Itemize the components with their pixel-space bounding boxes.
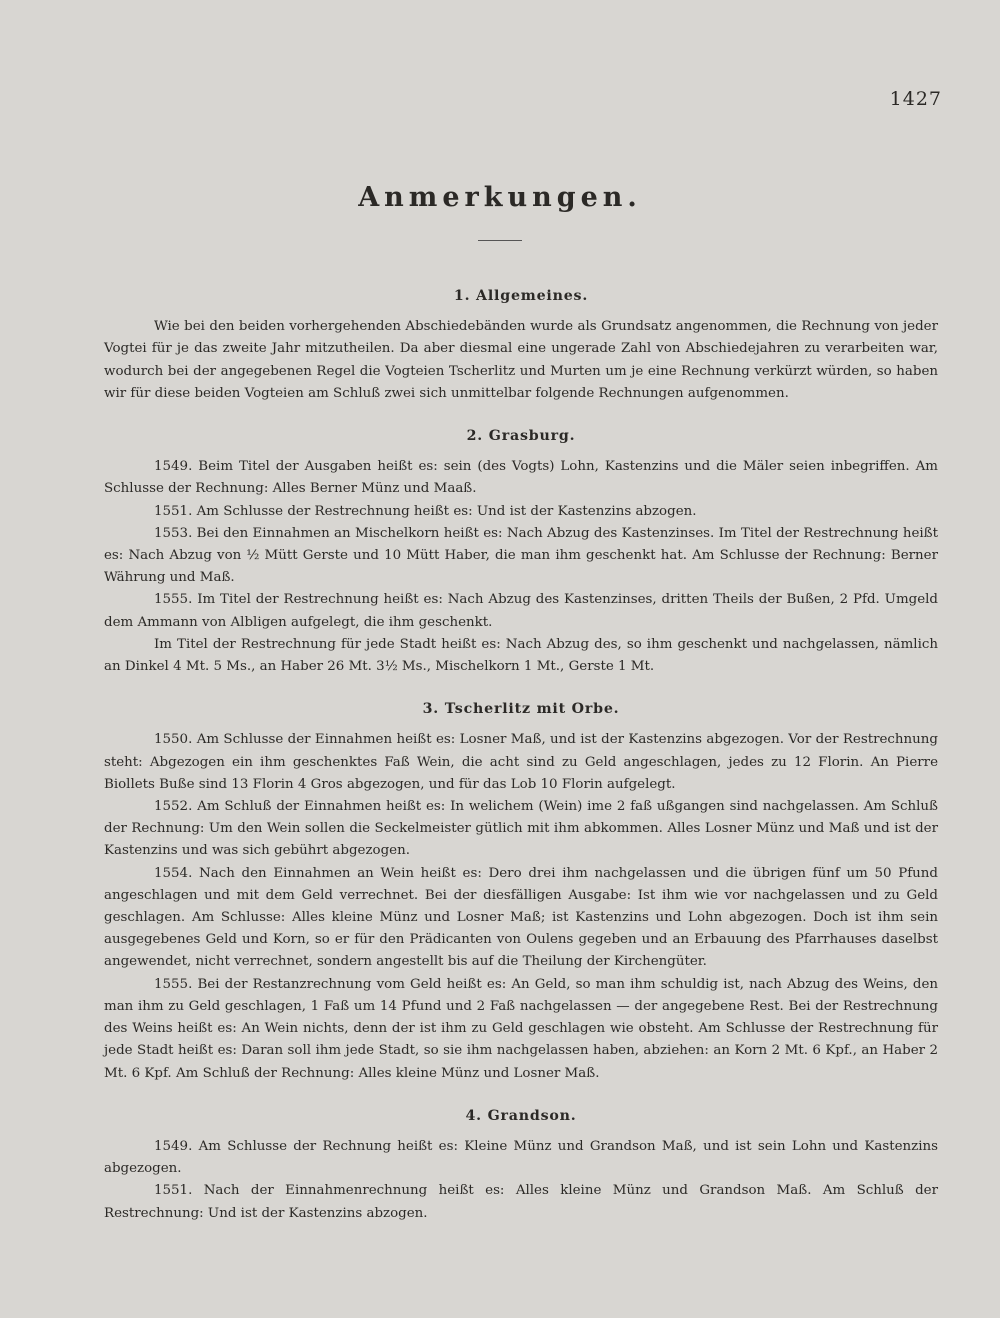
- title-divider: [478, 240, 522, 241]
- section-heading: 1. Allgemeines.: [453, 288, 589, 304]
- section-heading: 3. Tscherlitz mit Orbe.: [422, 701, 620, 718]
- document-body: [104, 285, 938, 1225]
- paragraph: 1555. Im Titel der Restrechnung heißt es: Nach Abzug des Kastenzinses, dritten Theils der Bußen, 2 Pfd. Umgeld dem Ammann von Albligen aufgelegt, die ihm geschenkt.: [104, 592, 938, 630]
- paragraph: Wie bei den beiden vorhergehenden Abschiedebänden wurde als Grundsatz angenommen, die Rechnung von jeder Vogtei für je das zweite Jahr mitzutheilen. Da aber diesmal eine ungerade Zahl von Abschiedejahren zu verarbeiten war, wodurch bei der angegebenen Regel die Vogteien Tscherlitz und Murten um je eine Rechnung verkürzt würden, so haben wir für diese beiden Vogteien am Schluß zwei sich unmittelbar folgende Rechnungen aufgenommen.: [104, 319, 938, 401]
- page-title: Anmerkungen.: [358, 182, 642, 213]
- paragraph: 1552. Am Schluß der Einnahmen heißt es: In welichem (Wein) ime 2 faß ußgangen sind nachgelassen. Am Schluß der Rechnung: Um den Wein sollen die Seckelmeister gütlich mit ihm abkommen. Alles Losner Münz und Maß und ist der Kastenzins und was sich gebührt abgezogen.: [104, 799, 938, 859]
- section-heading: 4. Grandson.: [465, 1107, 577, 1124]
- paragraph: 1549. Am Schlusse der Rechnung heißt es: Kleine Münz und Grandson Maß, und ist sein Lohn und Kastenzins abgezogen.: [104, 1138, 938, 1177]
- paragraph: 1555. Bei der Restanzrechnung vom Geld heißt es: An Geld, so man ihm schuldig ist, nach Abzug des Weins, den man ihm zu Geld geschlagen, 1 Faß um 14 Pfund und 2 Faß nachgelassen — der angegebene Rest. Bei der Restrechnung des Weins heißt es: An Wein nichts, denn der ist ihm zu Geld geschlagen wie obsteht. Am Schlusse der Restrechnung für jede Stadt heißt es: Daran soll ihm jede Stadt, so sie ihm nachgelassen haben, abziehen: an Korn 2 Mt. 6 Kpf., an Haber 2 Mt. 6 Kpf. Am Schluß der Rechnung: Alles kleine Münz und Losner Maß.: [104, 976, 938, 1081]
- paragraph: 1551. Nach der Einnahmenrechnung heißt es: Alles kleine Münz und Grandson Maß. Am Schluß der Restrechnung: Und ist der Kastenzins abzogen.: [104, 1183, 938, 1221]
- paragraph: 1553. Bei den Einnahmen an Mischelkorn heißt es: Nach Abzug des Kastenzinses. Im Titel der Restrechnung heißt es: Nach Abzug von ½ Mütt Gerste und 10 Mütt Haber, die man ihm geschenkt hat. Am Schlusse der Rechnung: Berner Währung und Maß.: [104, 525, 938, 586]
- paragraph: 1551. Am Schlusse der Restrechnung heißt es: Und ist der Kastenzins abzogen.: [154, 503, 697, 519]
- section-grandson: [104, 1105, 938, 1225]
- section-allgemeines: [104, 285, 938, 405]
- paragraph: 1554. Nach den Einnahmen an Wein heißt es: Dero drei ihm nachgelassen und die übrigen fünf um 50 Pfund angeschlagen und mit dem Geld verrechnet. Bei der diesfälligen Ausgabe: Ist ihm wie vor nachgelassen und zu Geld geschlagen. Am Schlusse: Alles kleine Münz und Losner Maß; ist Kastenzins und Lohn abgezogen. Doch ist ihm sein ausgegebenes Geld und Korn, so er für den Prädicanten von Oulens gegeben und an Erbauung des Pfarrhauses daselbst angewendet, nicht verrechnet, sondern angestellt bis auf die Theilung der Kirchengüter.: [104, 865, 938, 970]
- section-tscherlitz: [104, 698, 938, 1084]
- section-grasburg: [104, 425, 938, 678]
- paragraph: Im Titel der Restrechnung für jede Stadt heißt es: Nach Abzug des, so ihm geschenkt und nachgelassen, nämlich an Dinkel 4 Mt. 5 Ms., an Haber 26 Mt. 3½ Ms., Mischelkorn 1 Mt., Gerste 1 Mt.: [104, 636, 938, 675]
- section-heading: 2. Grasburg.: [466, 428, 576, 445]
- page-number: 1427: [889, 88, 942, 110]
- paragraph: 1549. Beim Titel der Ausgaben heißt es: sein (des Vogts) Lohn, Kastenzins und die Mäler seien inbegriffen. Am Schlusse der Rechnung: Alles Berner Münz und Maaß.: [104, 459, 938, 497]
- paragraph: 1550. Am Schlusse der Einnahmen heißt es: Losner Maß, und ist der Kastenzins abgezogen. Vor der Restrechnung steht: Abgezogen ein ihm geschenktes Faß Wein, die acht sind zu Geld angeschlagen, jedes zu 12 Florin. An Pierre Biollets Buße sind 13 Florin 4 Gros abgezogen, und für das Lob 10 Florin aufgelegt.: [104, 732, 938, 792]
